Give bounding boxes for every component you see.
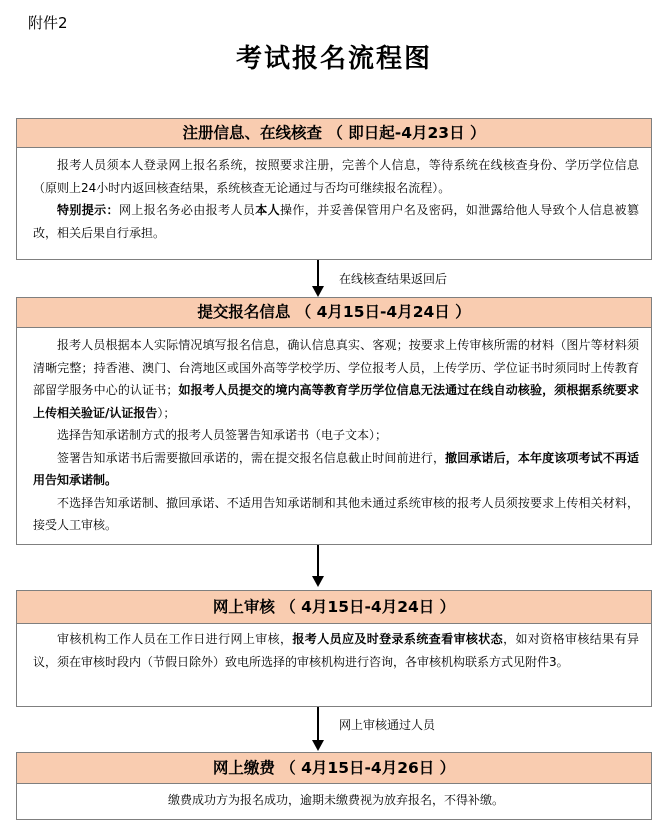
paragraph-text: 审核机构工作人员在工作日进行网上审核， bbox=[57, 632, 293, 646]
step-header-submit: 提交报名信息 （ 4月15日-4月24日 ） bbox=[17, 298, 651, 328]
step-paragraph bbox=[33, 628, 639, 673]
step-body-register bbox=[17, 148, 651, 244]
arrow-down-icon bbox=[312, 576, 324, 587]
paragraph-emphasis: 撤回承诺后，本年度该项考试不再适用告知承诺制。 bbox=[33, 450, 639, 487]
step-header-register: 注册信息、在线核查 （ 即日起-4月23日 ） bbox=[17, 119, 651, 148]
flow-arrow-line bbox=[317, 260, 319, 287]
special-notice-label: 特别提示： bbox=[57, 203, 119, 217]
arrow-down-icon bbox=[312, 286, 324, 297]
step-body-submit bbox=[17, 328, 651, 537]
paragraph-emphasis: 报考人员应及时登录系统查看审核状态 bbox=[292, 632, 504, 646]
notice-text: 网上报名务必由报考人员 bbox=[118, 203, 256, 217]
step-body-review bbox=[17, 624, 651, 673]
step-paragraph bbox=[33, 447, 639, 492]
step-box-register bbox=[16, 118, 652, 260]
page-title: 考试报名流程图 bbox=[235, 44, 432, 74]
step-paragraph: 不选择告知承诺制、撤回承诺、不适用告知承诺制和其他未通过系统审核的报考人员须按要求上传相关材料，接受人工审核。 bbox=[33, 495, 639, 532]
step-paragraph: 报考人员须本人登录网上报名系统，按照要求注册，完善个人信息，等待系统在线核查身份、学历学位信息（原则上24小时内返回核查结果，系统核查无论通过与否均可继续报名流程）。 bbox=[33, 158, 639, 195]
notice-emphasis: 本人 bbox=[255, 203, 281, 217]
step-header-payment: 网上缴费 （ 4月15日-4月26日 ） bbox=[17, 753, 651, 784]
paragraph-emphasis: 如报考人员提交的境内高等教育学历学位信息无法通过在线自动核验，须根据系统要求上传相关验证/认证报告 bbox=[33, 383, 639, 420]
paragraph-text: ，如对资格审核结果有异议，须在审核时段内（节假日除外）致电所选择的审核机构进行咨询，各审核机构联系方式见附件3。 bbox=[33, 632, 639, 669]
paragraph-text: ）； bbox=[157, 405, 176, 420]
step-header-review: 网上审核 （ 4月15日-4月24日 ） bbox=[17, 591, 651, 624]
flow-arrow-line bbox=[317, 707, 319, 741]
paragraph-text: 签署告知承诺书后需要撤回承诺的，需在提交报名信息截止时间前进行， bbox=[57, 450, 446, 465]
step-paragraph: 缴费成功方为报名成功，逾期未缴费视为放弃报名，不得补缴。 bbox=[167, 793, 504, 807]
attachment-label: 附件2 bbox=[28, 14, 68, 32]
paragraph-text: 报考人员根据本人实际情况填写报名信息，确认信息真实、客观；按要求上传审核所需的材料（图片等材料须清晰完整；持香港、澳门、台湾地区或国外高等学校学历、学位报考人员，上传学历、学位证书时须同时上传教育部留学服务中心的认证书； bbox=[33, 338, 639, 397]
flow-arrow-label: 网上审核通过人员 bbox=[339, 718, 436, 732]
step-paragraph-notice bbox=[33, 199, 639, 244]
step-box-payment bbox=[16, 752, 652, 820]
flow-arrow-label: 在线核查结果返回后 bbox=[339, 272, 448, 286]
arrow-down-icon bbox=[312, 740, 324, 751]
step-box-submit bbox=[16, 297, 652, 545]
step-box-review bbox=[16, 590, 652, 707]
step-body-payment bbox=[17, 784, 651, 812]
step-paragraph: 选择告知承诺制方式的报考人员签署告知承诺书（电子文本）； bbox=[57, 428, 388, 442]
step-paragraph bbox=[33, 334, 639, 424]
flow-arrow-line bbox=[317, 545, 319, 577]
notice-text: 操作，并妥善保管用户名及密码，如泄露给他人导致个人信息被篡改，相关后果自行承担。 bbox=[33, 203, 639, 240]
